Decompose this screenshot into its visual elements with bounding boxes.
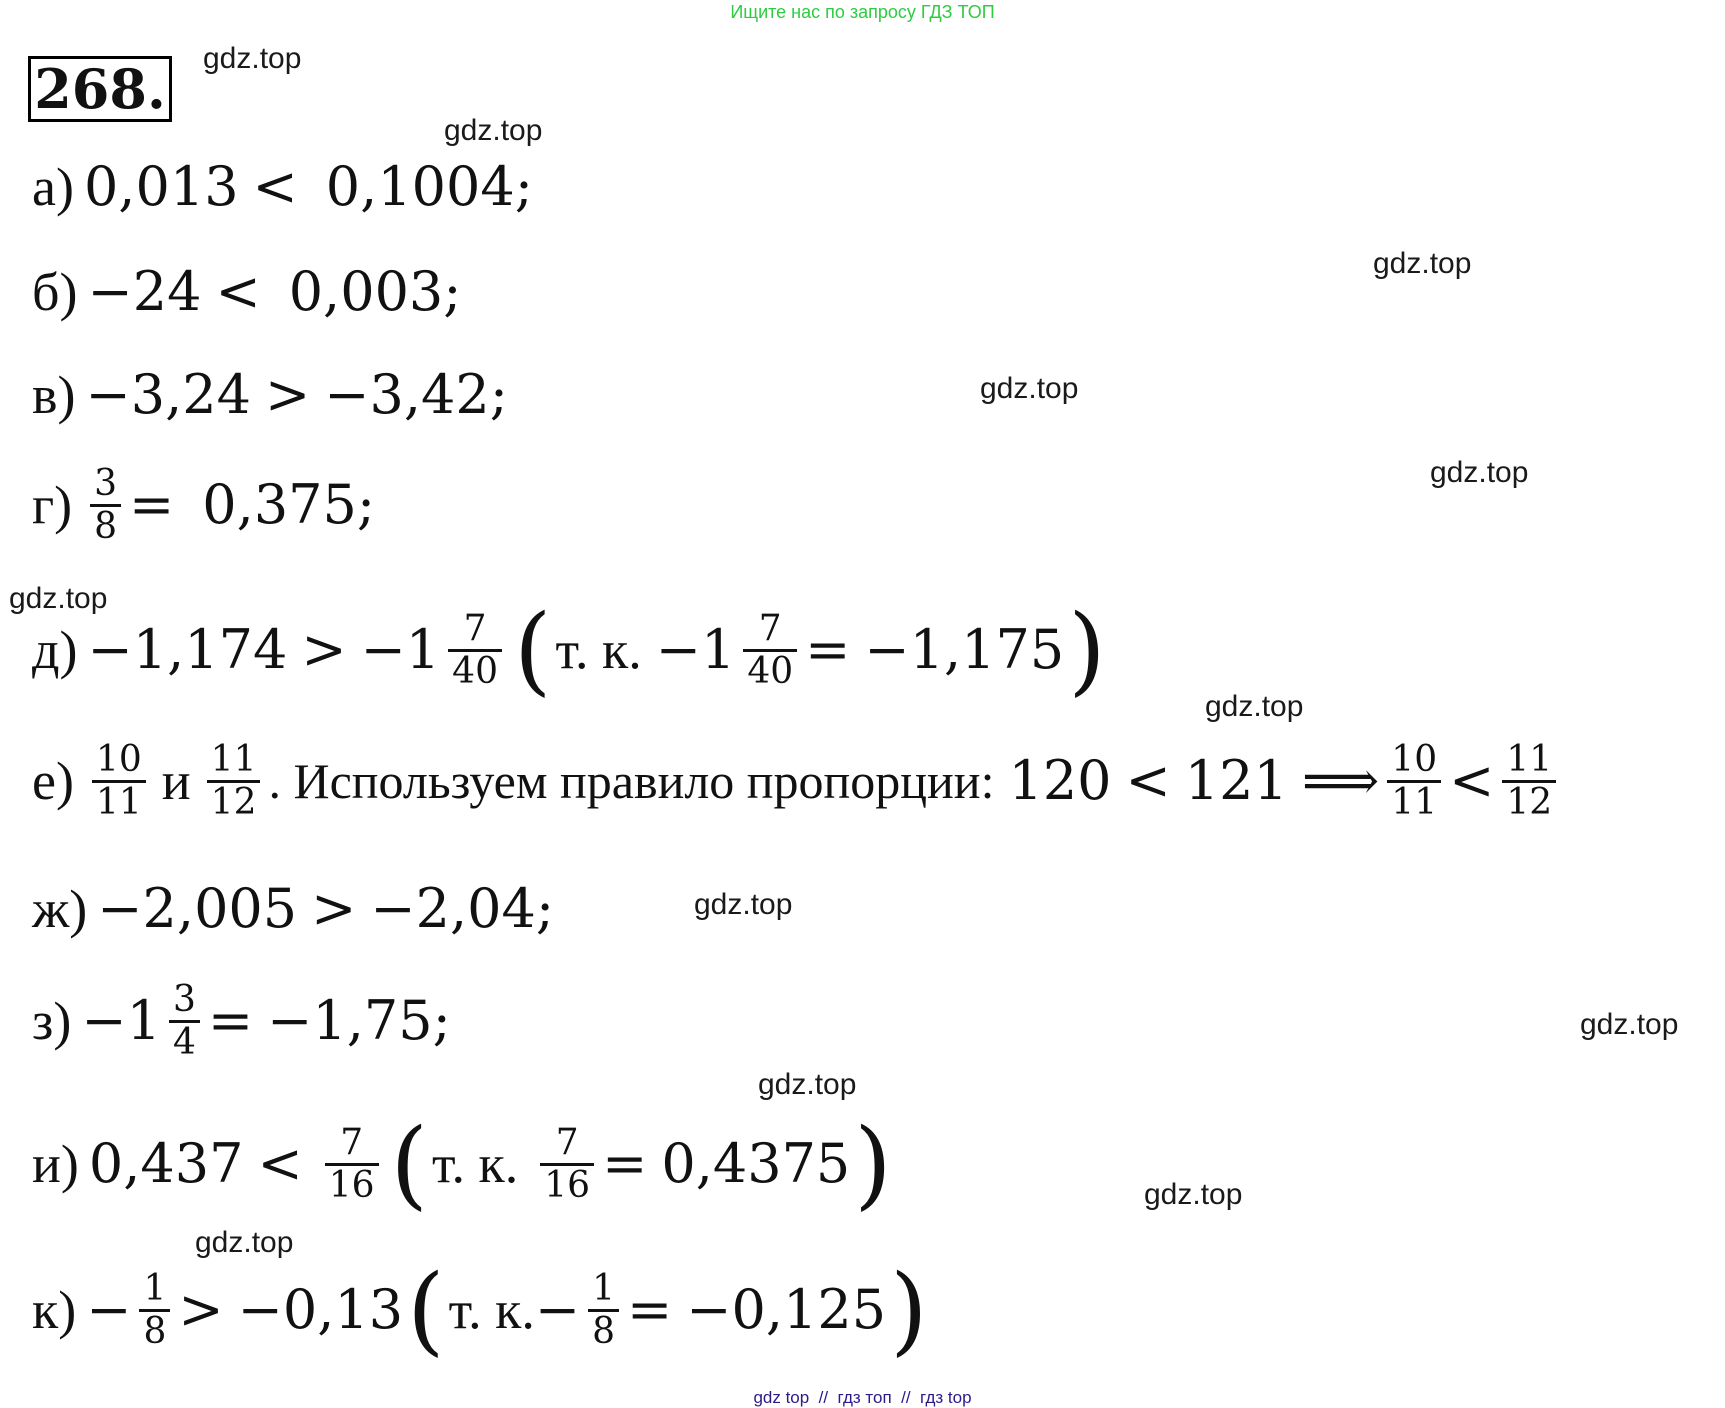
implies-sign: ⟹ [1301, 749, 1380, 813]
expr-op: > [264, 363, 311, 426]
item-label: е) [32, 751, 74, 812]
watermark: gdz.top [1205, 690, 1304, 723]
expr-left: −24 [87, 260, 202, 323]
fraction: $\frac{1}{8}$ [588, 1269, 619, 1351]
expr-left: −1,174 [87, 618, 288, 681]
fraction: $\frac{7}{40}$ [448, 609, 502, 691]
fraction: $\frac{7}{40}$ [743, 609, 797, 691]
item-v [32, 363, 508, 426]
watermark: gdz.top [980, 372, 1079, 405]
expr-op: < [215, 260, 261, 323]
expr-op: < [257, 1132, 303, 1195]
expr-left: −3,24 [85, 363, 251, 426]
cross-left: 120 [1008, 749, 1112, 813]
item-i [32, 1108, 896, 1220]
item-label: г) [32, 475, 73, 536]
rule-text: . Используем правило пропорции: [268, 753, 995, 810]
note-op: = [627, 1278, 673, 1341]
result-op: < [1449, 749, 1495, 813]
fraction: $\frac{1}{8}$ [139, 1269, 170, 1351]
note-op: = [602, 1132, 648, 1195]
item-g [32, 464, 375, 546]
note-value: −0,125 [686, 1278, 887, 1341]
expr-right: 0,1004; [325, 155, 533, 218]
expr-op: > [301, 618, 347, 681]
expr-right: 0,003; [288, 260, 462, 323]
fraction: $\frac{10}{11}$ [1387, 740, 1441, 822]
watermark: gdz.top [1430, 456, 1529, 489]
watermark: gdz.top [1373, 247, 1472, 280]
conjunction: и [161, 751, 191, 812]
close-paren: ) [1068, 594, 1106, 706]
note-value: 0,4375 [661, 1132, 851, 1195]
expr-right: −0,13 [237, 1278, 404, 1341]
item-zh [32, 877, 555, 940]
expr-sign: − [86, 1278, 132, 1341]
item-label: и) [32, 1134, 79, 1194]
watermark: gdz.top [694, 888, 793, 921]
fraction: $\frac{11}{12}$ [1502, 740, 1556, 822]
watermark: gdz.top [1144, 1178, 1243, 1211]
cross-right: 121 [1184, 749, 1288, 813]
note-prefix: т. к. [448, 1280, 535, 1340]
item-label: з) [32, 991, 72, 1052]
expr-op: = [207, 989, 254, 1053]
note-op: = [805, 618, 851, 681]
item-b [32, 260, 462, 323]
fraction: $\frac{3}{4}$ [169, 980, 200, 1062]
expr-right: 0,375; [202, 473, 376, 537]
watermark: gdz.top [758, 1068, 857, 1101]
note-prefix: т. к. [555, 620, 642, 680]
item-label: а) [32, 157, 74, 217]
expr-left: 0,437 [88, 1132, 244, 1195]
expr-right: −2,04; [370, 877, 555, 940]
fraction: $\frac{7}{16}$ [540, 1123, 594, 1205]
watermark: gdz.top [195, 1226, 294, 1259]
expr-left: −2,005 [97, 877, 298, 940]
search-hint-banner: Ищите нас по запросу ГДЗ ТОП [730, 2, 995, 22]
item-label: д) [32, 620, 78, 680]
expr-op: > [178, 1278, 224, 1341]
expr-op: > [311, 877, 357, 940]
watermark: gdz.top [1580, 1008, 1679, 1041]
item-e [32, 740, 1564, 822]
item-d [32, 594, 1110, 706]
close-paren: ) [854, 1108, 892, 1220]
expr-whole: −1 [360, 618, 441, 681]
expr-right: −3,42; [324, 363, 508, 426]
item-z [32, 980, 451, 1062]
item-label: к) [32, 1280, 77, 1340]
note-sign: − [534, 1278, 581, 1341]
expr-op: = [129, 473, 175, 537]
problem-number: 268. [28, 56, 172, 122]
note-prefix: т. к. [432, 1134, 519, 1194]
item-a [32, 155, 533, 218]
item-label: б) [32, 262, 78, 322]
item-label: ж) [32, 879, 88, 939]
open-paren: ( [390, 1108, 428, 1220]
note-value: −1,175 [864, 618, 1065, 681]
item-k [32, 1254, 932, 1366]
watermark: gdz.top [444, 114, 543, 147]
expr-whole: −1 [81, 989, 161, 1053]
fraction: $\frac{11}{12}$ [207, 740, 261, 822]
watermark: gdz.top [9, 582, 108, 615]
footer-banner: gdz top // гдз топ // гдз top [753, 1388, 972, 1407]
expr-left: 0,013 [83, 155, 239, 218]
watermark: gdz.top [203, 42, 302, 75]
close-paren: ) [890, 1254, 928, 1366]
expr-op: < [252, 155, 298, 218]
cross-op: < [1125, 749, 1171, 813]
open-paren: ( [407, 1254, 445, 1366]
expr-right: −1,75; [267, 989, 451, 1053]
item-label: в) [32, 365, 76, 425]
fraction: $\frac{7}{16}$ [325, 1123, 379, 1205]
note-whole: −1 [655, 618, 736, 681]
open-paren: ( [513, 594, 552, 706]
fraction: $\frac{3}{8}$ [90, 464, 121, 546]
fraction: $\frac{10}{11}$ [92, 740, 146, 822]
